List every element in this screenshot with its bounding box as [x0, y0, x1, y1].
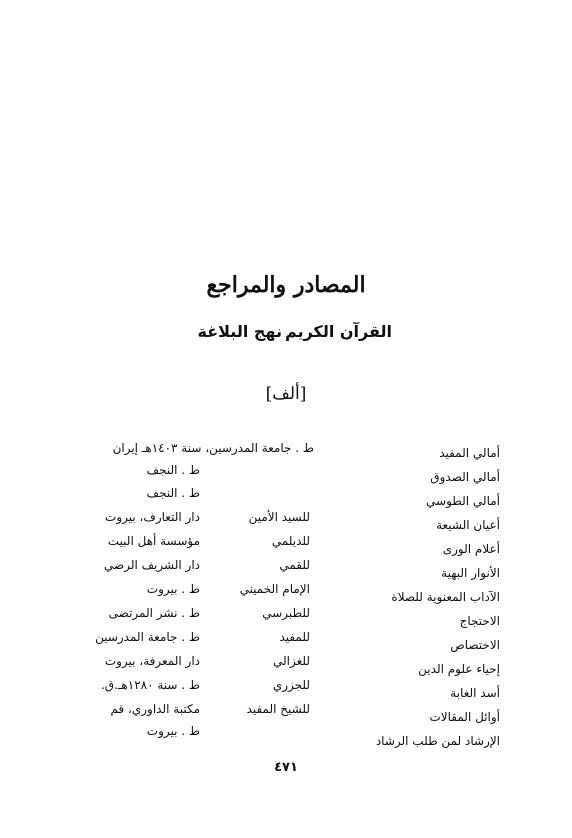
entry-author: للغزالي: [272, 654, 310, 668]
entry-author: للقمي: [279, 558, 310, 572]
entry-title: أمالي المفيد: [439, 446, 500, 460]
entry-author: الإمام الخميني: [239, 582, 310, 596]
entry-title: أوائل المقالات: [429, 710, 500, 724]
entry-title: أسد الغابة: [450, 686, 500, 700]
entry-title: أعلام الورى: [442, 542, 500, 556]
entry-title: أمالي الصدوق: [430, 470, 500, 484]
entry-publisher: دار التعارف، بيروت: [105, 510, 200, 524]
entry-publisher: ط . جامعة المدرسين، سنة ١٤٠٣هـ إيران: [112, 441, 314, 455]
page-heading: المصادر والمراجع: [206, 272, 366, 298]
entry-author: للمفيد: [279, 630, 310, 644]
entry-publisher: ط . جامعة المدرسين: [95, 630, 200, 644]
entry-publisher: ط . نشر المرتضى: [108, 606, 200, 620]
entry-title: الاحتجاج: [459, 614, 500, 628]
entry-author: للطبرسي: [262, 606, 310, 620]
entry-title: الإرشاد لمن طلب الرشاد: [375, 734, 500, 748]
entry-title: إحياء علوم الدين: [418, 662, 500, 676]
entry-publisher: ط . النجف: [146, 463, 200, 477]
entry-title: أمالي الطوسي: [426, 494, 500, 508]
entry-publisher: ط . بيروت: [146, 582, 200, 596]
primary-source-quran: القرآن الكريم: [285, 322, 392, 341]
entry-publisher: مؤسسة أهل البيت: [107, 534, 200, 548]
entry-author: للشيخ المفيد: [246, 702, 310, 716]
entry-publisher: ط . النجف: [146, 486, 200, 500]
entry-title: الاختصاص: [450, 638, 500, 652]
entry-author: للجزري: [272, 678, 310, 692]
entry-publisher: ط . سنة ١٢٨٠هـ.ق.: [100, 678, 200, 692]
entry-publisher: دار الشريف الرضي: [104, 558, 200, 572]
entry-publisher: ط . بيروت: [146, 724, 200, 738]
section-letter-heading: [ألف]: [265, 384, 307, 404]
entry-title: الأنوار البهية: [441, 566, 500, 580]
entry-title: أعيان الشيعة: [436, 518, 500, 532]
entry-publisher: مكتبة الداوري، قم: [110, 702, 200, 716]
primary-source-nahj: نهج البلاغة: [197, 322, 282, 341]
page-number: ٤٧١: [274, 760, 298, 775]
entry-author: للسيد الأمين: [248, 510, 310, 524]
entry-author: للديلمي: [271, 534, 310, 548]
entry-publisher: دار المعرفة، بيروت: [104, 654, 200, 668]
entry-title: الآداب المعنوية للصلاة: [391, 590, 500, 604]
